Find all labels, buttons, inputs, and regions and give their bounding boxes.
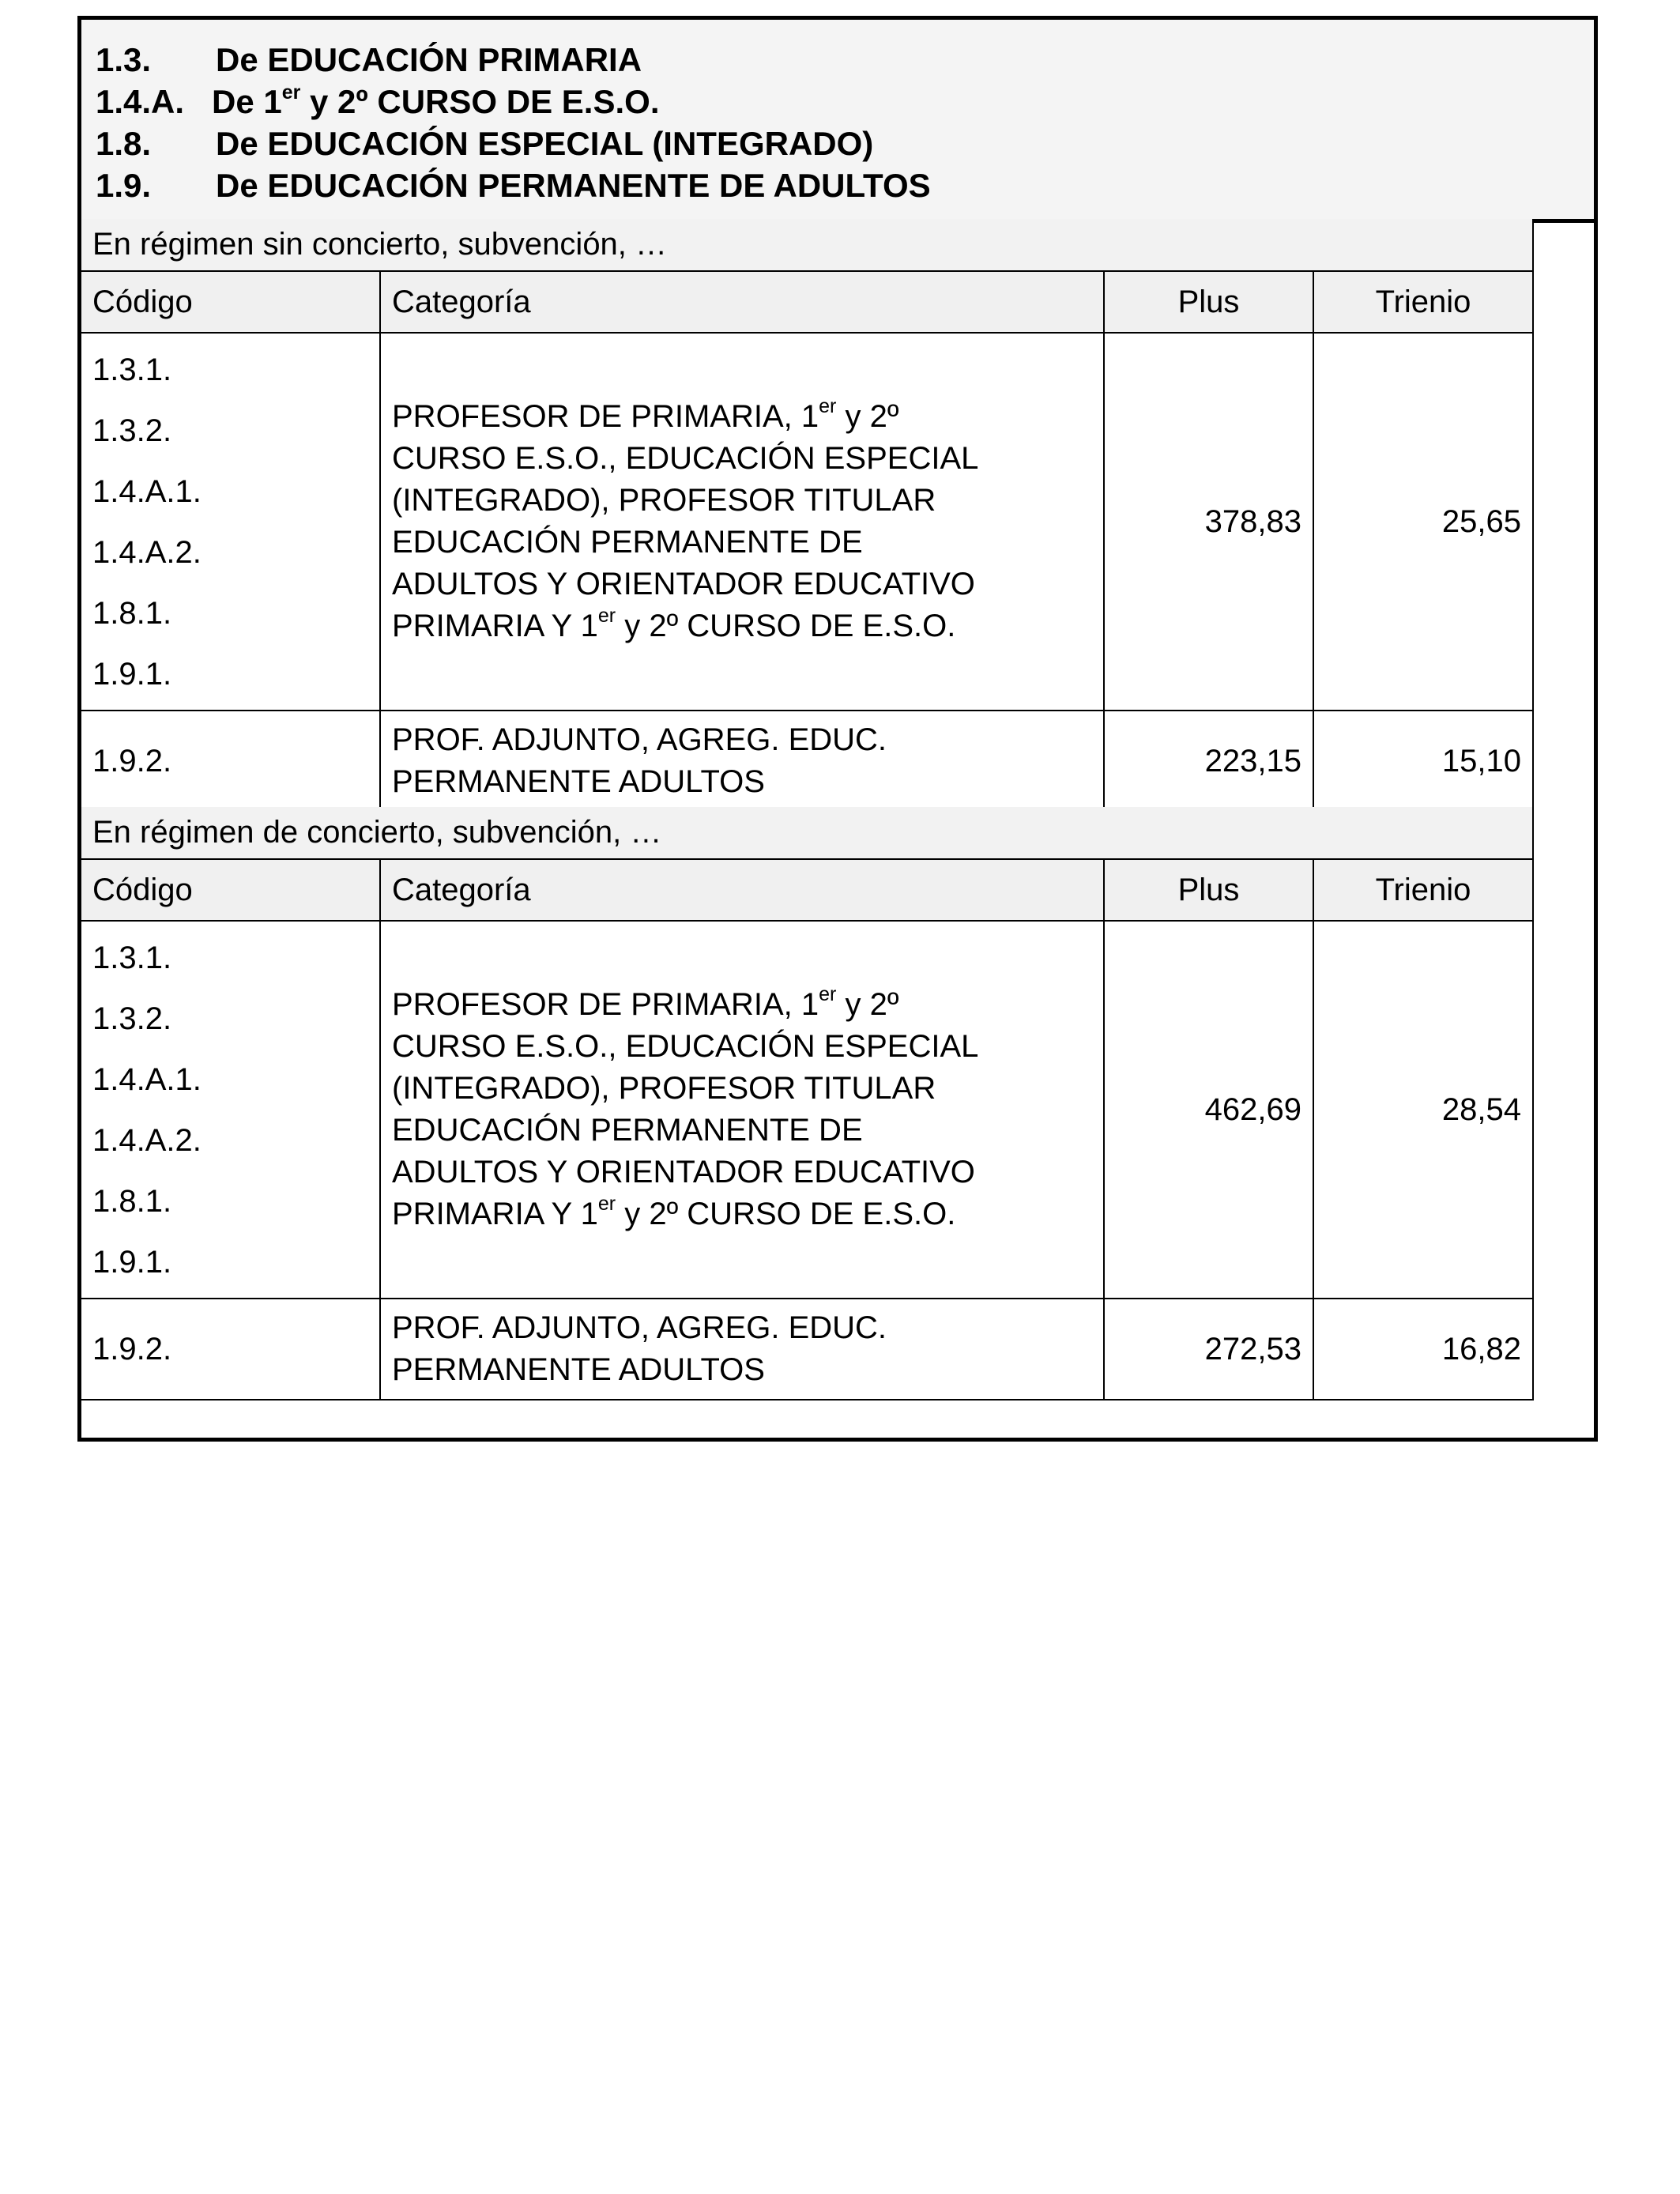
category-line: ADULTOS Y ORIENTADOR EDUCATIVO xyxy=(392,1155,975,1189)
category-line: EDUCACIÓN PERMANENTE DE xyxy=(392,525,863,560)
text-span: PROFESOR DE PRIMARIA, 1 xyxy=(392,987,819,1022)
category-text xyxy=(392,984,1092,1235)
code-item: 1.3.1. xyxy=(92,941,172,975)
category-line: PERMANENTE ADULTOS xyxy=(392,764,765,799)
category-line: (INTEGRADO), PROFESOR TITULAR xyxy=(392,1071,936,1106)
category-line: (INTEGRADO), PROFESOR TITULAR xyxy=(392,483,936,518)
col-header-code: Código xyxy=(81,271,380,333)
header-number: 1.3. xyxy=(96,41,152,78)
superscript: er xyxy=(597,605,616,627)
table-row xyxy=(81,333,1533,711)
col-header-plus: Plus xyxy=(1104,271,1313,333)
code-item: 1.8.1. xyxy=(92,1184,172,1219)
header-text: De EDUCACIÓN PRIMARIA xyxy=(216,41,642,78)
superscript: er xyxy=(819,983,837,1005)
category-line: CURSO E.S.O., EDUCACIÓN ESPECIAL xyxy=(392,441,979,476)
category-line: CURSO E.S.O., EDUCACIÓN ESPECIAL xyxy=(392,1029,979,1064)
code-item: 1.3.2. xyxy=(92,413,172,448)
code-item: 1.9.1. xyxy=(92,657,172,692)
code-item: 1.9.1. xyxy=(92,1245,172,1280)
category-line xyxy=(392,605,1092,647)
text-span: PRIMARIA Y 1 xyxy=(392,1197,598,1231)
regime-label: En régimen de concierto, subvención, … xyxy=(81,807,1533,859)
text-span: y 2º CURSO DE E.S.O. xyxy=(616,1197,956,1231)
code-item: 1.4.A.1. xyxy=(92,1062,202,1097)
text-span: y 2º xyxy=(836,987,899,1022)
text-span: PROFESOR DE PRIMARIA, 1 xyxy=(392,399,819,434)
document-frame xyxy=(77,16,1598,1442)
trienio-value: 25,65 xyxy=(1313,333,1533,711)
section-header xyxy=(81,20,1594,223)
category-line xyxy=(392,396,1092,438)
header-line xyxy=(96,81,1594,123)
code-item: 1.9.2. xyxy=(81,711,380,812)
code-item: 1.4.A.2. xyxy=(92,535,202,570)
code-item: 1.8.1. xyxy=(92,596,172,631)
table-row xyxy=(81,1299,1533,1400)
header-number: 1.4.A. xyxy=(96,83,185,120)
category-line: PERMANENTE ADULTOS xyxy=(392,1352,765,1387)
code-item: 1.4.A.2. xyxy=(92,1123,202,1158)
col-header-plus: Plus xyxy=(1104,859,1313,921)
header-text: De EDUCACIÓN PERMANENTE DE ADULTOS xyxy=(216,167,931,204)
superscript: er xyxy=(281,81,301,104)
regime-label: En régimen sin concierto, subvención, … xyxy=(81,219,1533,271)
header-number: 1.8. xyxy=(96,125,152,162)
category-cell xyxy=(380,333,1104,711)
trienio-value: 15,10 xyxy=(1313,711,1533,812)
code-list xyxy=(81,333,380,711)
category-line: ADULTOS Y ORIENTADOR EDUCATIVO xyxy=(392,567,975,601)
code-item: 1.3.1. xyxy=(92,352,172,387)
regime-row xyxy=(81,807,1533,859)
trienio-value: 16,82 xyxy=(1313,1299,1533,1400)
superscript: er xyxy=(597,1193,616,1215)
column-header-row xyxy=(81,271,1533,333)
category-text xyxy=(392,396,1092,647)
table-row xyxy=(81,921,1533,1299)
regime-row xyxy=(81,219,1533,271)
col-header-trienio: Trienio xyxy=(1313,271,1533,333)
code-item: 1.9.2. xyxy=(81,1299,380,1400)
col-header-code: Código xyxy=(81,859,380,921)
header-text: De 1 xyxy=(212,83,282,120)
code-list xyxy=(81,921,380,1299)
salary-table-sin-concierto xyxy=(81,219,1534,812)
table-row xyxy=(81,711,1533,812)
trienio-value: 28,54 xyxy=(1313,921,1533,1299)
category-cell xyxy=(380,711,1104,812)
text-span: y 2º xyxy=(836,399,899,434)
text-span: PRIMARIA Y 1 xyxy=(392,609,598,643)
plus-value: 378,83 xyxy=(1104,333,1313,711)
header-line xyxy=(96,39,1594,81)
plus-value: 223,15 xyxy=(1104,711,1313,812)
header-number: 1.9. xyxy=(96,167,152,204)
header-text: De EDUCACIÓN ESPECIAL (INTEGRADO) xyxy=(216,125,874,162)
category-cell xyxy=(380,1299,1104,1400)
col-header-category: Categoría xyxy=(380,271,1104,333)
category-cell xyxy=(380,921,1104,1299)
header-line xyxy=(96,123,1594,164)
header-line xyxy=(96,164,1594,206)
superscript: er xyxy=(819,395,837,417)
column-header-row xyxy=(81,859,1533,921)
code-item: 1.4.A.1. xyxy=(92,474,202,509)
col-header-trienio: Trienio xyxy=(1313,859,1533,921)
category-line xyxy=(392,1193,1092,1235)
text-span: y 2º CURSO DE E.S.O. xyxy=(616,609,956,643)
header-text: y 2º CURSO DE E.S.O. xyxy=(300,83,660,120)
category-line xyxy=(392,984,1092,1026)
plus-value: 462,69 xyxy=(1104,921,1313,1299)
salary-table-de-concierto xyxy=(81,807,1534,1400)
code-item: 1.3.2. xyxy=(92,1001,172,1036)
category-line: EDUCACIÓN PERMANENTE DE xyxy=(392,1113,863,1148)
plus-value: 272,53 xyxy=(1104,1299,1313,1400)
col-header-category: Categoría xyxy=(380,859,1104,921)
category-line: PROF. ADJUNTO, AGREG. EDUC. xyxy=(392,722,887,757)
category-line: PROF. ADJUNTO, AGREG. EDUC. xyxy=(392,1310,887,1345)
